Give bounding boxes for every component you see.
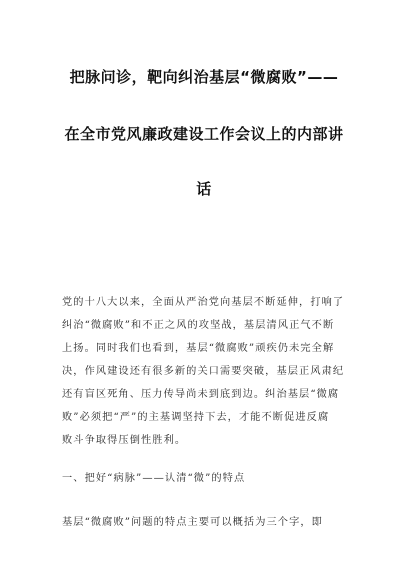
paragraph-line: 基层“微腐败”问题的特点主要可以概括为三个字，即 xyxy=(62,517,323,528)
paragraph-line: 还有盲区死角、压力传导尚未到底到边。纠治基层“微腐 xyxy=(62,389,340,400)
title-line-1: 把脉问诊，靶向纠治基层“微腐败”—— xyxy=(69,68,339,86)
paragraph-line: 败斗争取得压倒性胜利。 xyxy=(62,435,187,446)
title-line-2: 在全市党风廉政建设工作会议上的内部讲 xyxy=(64,125,344,143)
section-heading: 一、把好“病脉”——认清“微”的特点 xyxy=(62,473,246,484)
title-line-3: 话 xyxy=(196,180,212,198)
paragraph-line: 党的十八大以来，全面从严治党向基层不断延伸，打响了 xyxy=(62,297,345,308)
paragraph-line: 上扬。同时我们也看到，基层“微腐败”顽疾仍未完全解 xyxy=(62,343,335,354)
paragraph-line: 纠治“微腐败”和不正之风的攻坚战，基层清风正气不断 xyxy=(62,320,335,331)
paragraph-line: 决，作风建设还有很多新的关口需要突破，基层正风肃纪 xyxy=(62,366,345,377)
paragraph-line: 败”必须把“严”的主基调坚持下去，才能不断促进反腐 xyxy=(62,412,330,423)
